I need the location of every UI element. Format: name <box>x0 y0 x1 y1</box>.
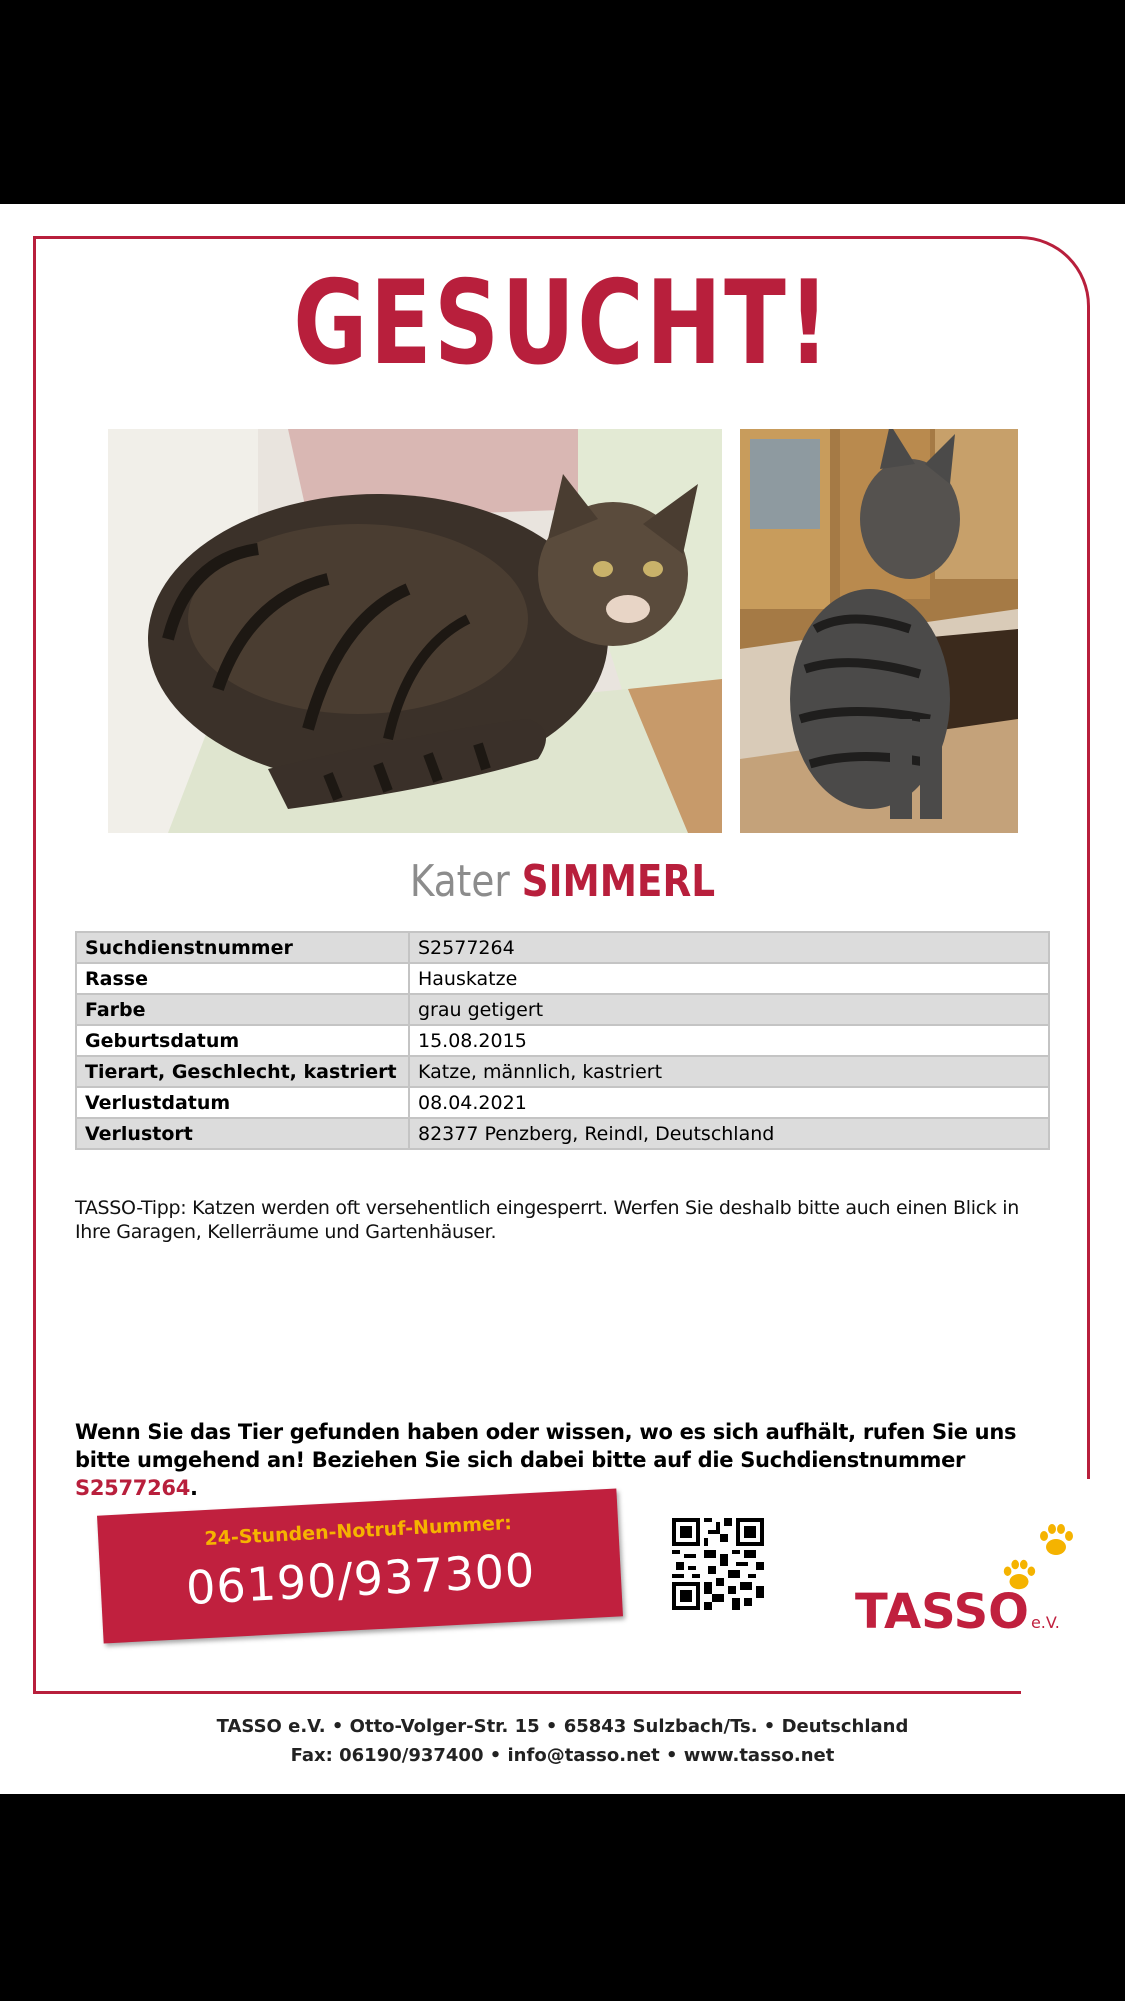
missing-pet-poster <box>0 204 1125 1794</box>
detail-value: S2577264 <box>409 932 1049 963</box>
poster-frame-bottom <box>33 1691 1021 1694</box>
table-row <box>76 1118 1049 1149</box>
hotline-number[interactable]: 06190/937300 <box>184 1542 537 1616</box>
logo-suffix: e.V. <box>1030 1613 1060 1632</box>
detail-value: Katze, männlich, kastriert <box>409 1056 1049 1087</box>
cat-sitting-illustration <box>740 429 1018 833</box>
call-to-action <box>75 1418 1065 1502</box>
detail-label: Suchdienstnummer <box>76 932 409 963</box>
qr-code-icon[interactable] <box>672 1518 764 1610</box>
table-row <box>76 1087 1049 1118</box>
detail-value: 08.04.2021 <box>409 1087 1049 1118</box>
poster-title: GESUCHT! <box>293 256 832 391</box>
table-row <box>76 963 1049 994</box>
detail-value: 82377 Penzberg, Reindl, Deutschland <box>409 1118 1049 1149</box>
detail-value: grau getigert <box>409 994 1049 1025</box>
detail-label: Verlustort <box>76 1118 409 1149</box>
cat-photo-lying <box>108 429 722 833</box>
table-row <box>76 1025 1049 1056</box>
cta-end: . <box>190 1476 198 1500</box>
footer-line-2: Fax: 06190/937400 • info@tasso.net • www.tasso.net <box>290 1745 835 1766</box>
cta-search-number: S2577264 <box>75 1476 191 1500</box>
hotline-label: 24-Stunden-Notruf-Nummer: <box>203 1512 513 1551</box>
detail-value: Hauskatze <box>409 963 1049 994</box>
pet-name: SIMMERL <box>521 856 716 907</box>
detail-label: Rasse <box>76 963 409 994</box>
detail-label: Verlustdatum <box>76 1087 409 1118</box>
detail-value: 15.08.2015 <box>409 1025 1049 1056</box>
table-row <box>76 932 1049 963</box>
tasso-logo <box>855 1584 1060 1640</box>
cta-text: Wenn Sie das Tier gefunden haben oder wissen, wo es sich aufhält, rufen Sie uns bitte umgehend an! Beziehen Sie sich dabei bitte auf die Suchdienstnummer <box>75 1420 1017 1472</box>
detail-label: Tierart, Geschlecht, kastriert <box>76 1056 409 1087</box>
detail-label: Geburtsdatum <box>76 1025 409 1056</box>
logo-text: TASSO <box>855 1584 1029 1640</box>
hotline-banner <box>97 1488 623 1643</box>
pet-name-prefix: Kater <box>409 856 510 907</box>
footer-line-1: TASSO e.V. • Otto-Volger-Str. 15 • 65843 Sulzbach/Ts. • Deutschland <box>216 1716 909 1737</box>
footer-address <box>0 1712 1125 1770</box>
pet-name-heading <box>84 856 1040 907</box>
detail-label: Farbe <box>76 994 409 1025</box>
cat-photo-sitting <box>740 429 1018 833</box>
cat-lying-illustration <box>108 429 722 833</box>
table-row <box>76 994 1049 1025</box>
tasso-tip: TASSO-Tipp: Katzen werden oft versehentlich eingesperrt. Werfen Sie deshalb bitte auch einen Blick in Ihre Garagen, Kellerräume und Gartenhäuser. <box>75 1197 1020 1243</box>
paw-print-icon <box>1036 1520 1076 1564</box>
pet-details-table <box>75 931 1050 1150</box>
table-row <box>76 1056 1049 1087</box>
